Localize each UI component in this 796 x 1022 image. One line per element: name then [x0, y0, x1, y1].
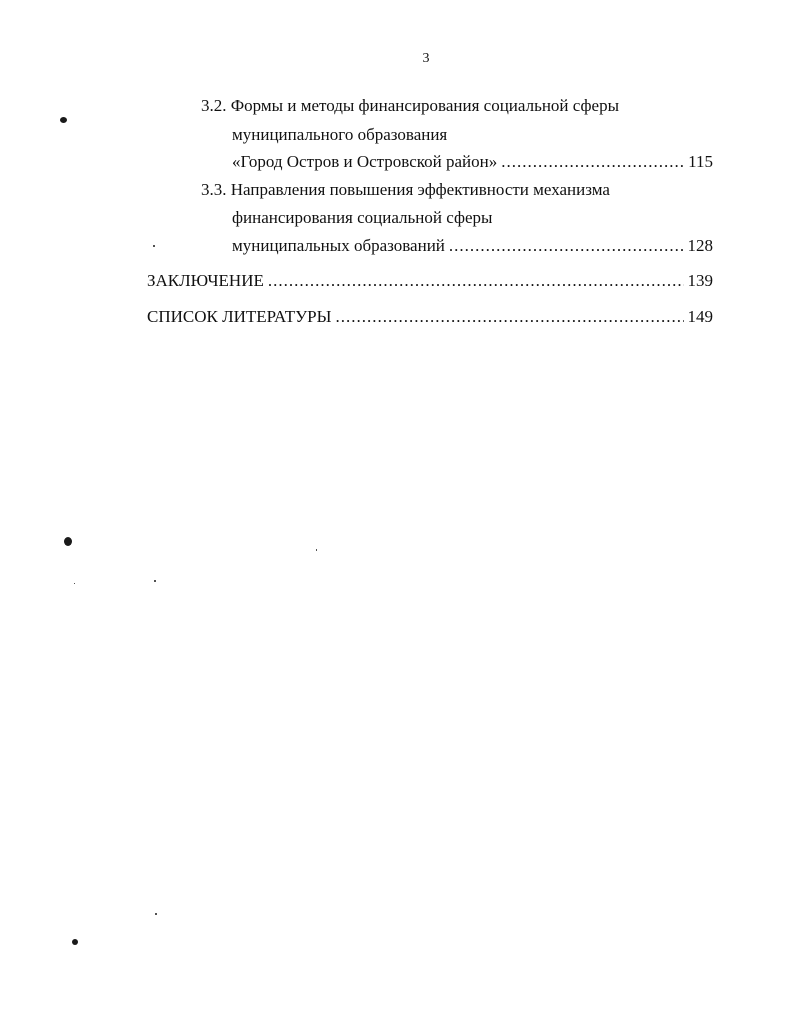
toc-entry-references	[147, 307, 713, 327]
toc-leader-dots	[268, 271, 684, 291]
toc-entry-3-3-last-line	[232, 236, 713, 256]
scan-speck	[154, 580, 156, 582]
toc-entry-3-2-title	[201, 96, 619, 116]
scan-speck	[60, 117, 67, 123]
toc-entry-3-3-title	[201, 180, 610, 200]
toc-entry-references-label: СПИСОК ЛИТЕРАТУРЫ	[147, 307, 332, 326]
toc-entry-3-3-number: 3.3.	[201, 180, 227, 199]
page-number: 3	[422, 51, 430, 66]
toc-entry-3-2-line2: муниципального образования	[232, 125, 448, 144]
toc-entry-3-2-line3: «Город Остров и Островской район»	[232, 152, 498, 171]
toc-entry-3-2-line1: Формы и методы финансирования социальной сферы	[230, 96, 620, 115]
scan-speck	[72, 939, 78, 945]
toc-entry-3-3-line3: муниципальных образований	[232, 236, 445, 255]
toc-entry-3-2-last-line	[232, 152, 713, 172]
toc-entry-3-3-page: 128	[687, 236, 713, 255]
toc-entry-3-3-line1: Направления повышения эффективности механизма	[230, 180, 610, 199]
toc-entry-references-page: 149	[687, 307, 713, 326]
toc-leader-dots	[449, 236, 684, 256]
toc-entry-conclusion-page: 139	[687, 271, 713, 290]
toc-entry-3-2-page: 115	[688, 152, 713, 171]
scan-speck	[316, 549, 317, 551]
scan-speck	[64, 537, 72, 546]
scan-speck	[155, 913, 157, 915]
toc-leader-dots	[335, 307, 683, 327]
scan-speck	[74, 583, 75, 584]
toc-entry-conclusion	[147, 271, 713, 291]
toc-entry-3-2-number: 3.2.	[201, 96, 227, 115]
toc-entry-3-3-line2: финансирования социальной сферы	[232, 208, 493, 227]
toc-leader-dots	[501, 152, 684, 172]
toc-entry-conclusion-label: ЗАКЛЮЧЕНИЕ	[147, 271, 264, 290]
scan-speck	[153, 245, 155, 247]
